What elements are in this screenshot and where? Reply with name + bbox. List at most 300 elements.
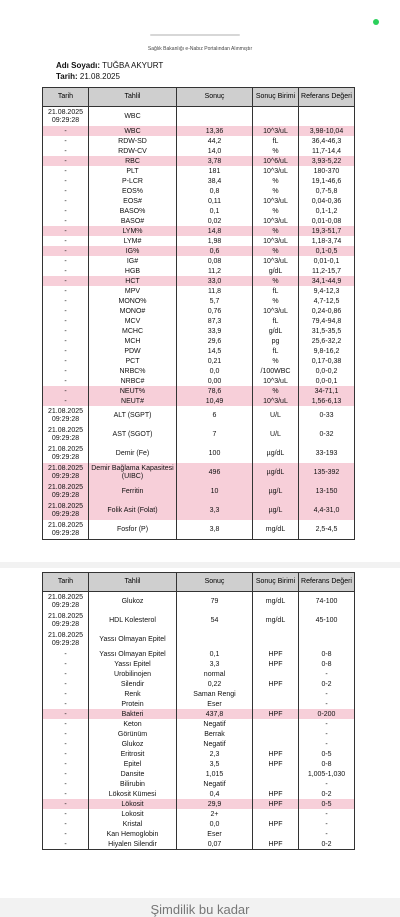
test-cell: Keton xyxy=(89,719,177,729)
result-cell xyxy=(177,107,253,127)
date-cell: - xyxy=(43,729,89,739)
table-row xyxy=(43,789,355,799)
test-cell: NRBC% xyxy=(89,366,177,376)
result-cell: 3,3 xyxy=(177,501,253,520)
unit-cell: HPF xyxy=(253,819,299,829)
unit-cell xyxy=(253,729,299,739)
date-cell: - xyxy=(43,689,89,699)
result-cell: 3,3 xyxy=(177,659,253,669)
table-row xyxy=(43,246,355,256)
result-cell: 0,0 xyxy=(177,366,253,376)
result-cell: 181 xyxy=(177,166,253,176)
test-cell: Yassı Olmayan Epitel xyxy=(89,630,177,649)
date-cell: - xyxy=(43,296,89,306)
reference-cell: 0,0-0,2 xyxy=(299,366,355,376)
reference-cell: 0-8 xyxy=(299,649,355,659)
unit-cell: HPF xyxy=(253,789,299,799)
patient-name: TUĞBA AKYURT xyxy=(102,61,164,70)
test-cell: PCT xyxy=(89,356,177,366)
reference-cell: 0-2 xyxy=(299,839,355,850)
unit-cell: µg/L xyxy=(253,482,299,501)
report-date-row xyxy=(56,72,120,82)
reference-cell: 13-150 xyxy=(299,482,355,501)
cut-off-header-line xyxy=(150,34,240,36)
table-row xyxy=(43,463,355,482)
date-cell: - xyxy=(43,769,89,779)
date-cell: - xyxy=(43,659,89,669)
table-row xyxy=(43,276,355,286)
test-cell: NEUT% xyxy=(89,386,177,396)
test-cell: Folik Asit (Folat) xyxy=(89,501,177,520)
reference-cell: 180-370 xyxy=(299,166,355,176)
table-row xyxy=(43,216,355,226)
test-cell: Kan Hemoglobin xyxy=(89,829,177,839)
test-cell: HCT xyxy=(89,276,177,286)
table-row xyxy=(43,236,355,246)
test-cell: MONO% xyxy=(89,296,177,306)
result-cell: 78,6 xyxy=(177,386,253,396)
unit-cell: HPF xyxy=(253,679,299,689)
table-row xyxy=(43,206,355,216)
table-row xyxy=(43,829,355,839)
test-cell: NRBC# xyxy=(89,376,177,386)
date-cell: - xyxy=(43,819,89,829)
date-cell: - xyxy=(43,799,89,809)
table-row xyxy=(43,316,355,326)
unit-cell: % xyxy=(253,146,299,156)
result-cell: Eser xyxy=(177,829,253,839)
reference-cell: 0,7-5,8 xyxy=(299,186,355,196)
date-cell: 21.08.2025 09:29:28 xyxy=(43,501,89,520)
result-cell: 0,00 xyxy=(177,376,253,386)
test-cell: HDL Kolesterol xyxy=(89,611,177,630)
date-label: Tarih: xyxy=(56,72,78,81)
result-cell: 14,8 xyxy=(177,226,253,236)
unit-cell xyxy=(253,669,299,679)
test-cell: RDW-SD xyxy=(89,136,177,146)
reference-cell xyxy=(299,107,355,127)
table-header-row xyxy=(43,88,355,107)
test-cell: Bilirubin xyxy=(89,779,177,789)
reference-cell: 0,1-1,2 xyxy=(299,206,355,216)
result-cell: 44,2 xyxy=(177,136,253,146)
result-cell: 14,5 xyxy=(177,346,253,356)
test-cell: Lökosit xyxy=(89,799,177,809)
unit-cell xyxy=(253,829,299,839)
reference-cell: 0-32 xyxy=(299,425,355,444)
reference-cell: - xyxy=(299,729,355,739)
table-row xyxy=(43,396,355,406)
table-row xyxy=(43,425,355,444)
result-cell: 11,2 xyxy=(177,266,253,276)
date-cell: - xyxy=(43,376,89,386)
reference-cell: - xyxy=(299,739,355,749)
test-cell: Hiyalen Silendir xyxy=(89,839,177,850)
table-row xyxy=(43,611,355,630)
test-cell: Kristal xyxy=(89,819,177,829)
unit-cell: µg/L xyxy=(253,501,299,520)
table-row xyxy=(43,649,355,659)
test-cell: EOS% xyxy=(89,186,177,196)
unit-cell: 10^3/uL xyxy=(253,166,299,176)
unit-cell: 10^3/uL xyxy=(253,126,299,136)
unit-cell: mg/dL xyxy=(253,592,299,612)
table-row xyxy=(43,719,355,729)
reference-cell: - xyxy=(299,669,355,679)
reference-cell: 19,3-51,7 xyxy=(299,226,355,236)
unit-cell: HPF xyxy=(253,659,299,669)
unit-cell: 10^3/uL xyxy=(253,256,299,266)
unit-cell: HPF xyxy=(253,839,299,850)
table-row xyxy=(43,819,355,829)
unit-cell: 10^3/uL xyxy=(253,196,299,206)
table-row xyxy=(43,839,355,850)
result-cell: 11,8 xyxy=(177,286,253,296)
date-cell: - xyxy=(43,709,89,719)
source-line: Sağlık Bakanlığı e-Nabız Portalından Alınmıştır xyxy=(147,46,253,52)
unit-cell: % xyxy=(253,176,299,186)
unit-cell: % xyxy=(253,226,299,236)
test-cell: EOS# xyxy=(89,196,177,206)
reference-cell: 4,4-31,0 xyxy=(299,501,355,520)
test-cell: Demir (Fe) xyxy=(89,444,177,463)
unit-cell xyxy=(253,689,299,699)
result-cell: 0,0 xyxy=(177,819,253,829)
reference-cell: 0,0-0,1 xyxy=(299,376,355,386)
test-cell: LYM# xyxy=(89,236,177,246)
reference-cell: 1,005-1,030 xyxy=(299,769,355,779)
date-cell: - xyxy=(43,146,89,156)
date-cell: - xyxy=(43,266,89,276)
date-cell: - xyxy=(43,206,89,216)
test-cell: MCHC xyxy=(89,326,177,336)
lab-results-table-2 xyxy=(42,572,355,850)
table-row xyxy=(43,346,355,356)
table-row xyxy=(43,166,355,176)
table-row xyxy=(43,366,355,376)
reference-cell: - xyxy=(299,809,355,819)
table-row xyxy=(43,769,355,779)
result-cell: 13,36 xyxy=(177,126,253,136)
reference-cell: 25,6-32,2 xyxy=(299,336,355,346)
test-cell: MONO# xyxy=(89,306,177,316)
reference-cell: 135-392 xyxy=(299,463,355,482)
test-cell: NEUT# xyxy=(89,396,177,406)
date-cell: - xyxy=(43,136,89,146)
result-cell: 54 xyxy=(177,611,253,630)
unit-cell xyxy=(253,779,299,789)
date-cell: - xyxy=(43,286,89,296)
table-row xyxy=(43,196,355,206)
result-cell: 29,9 xyxy=(177,799,253,809)
unit-cell xyxy=(253,739,299,749)
result-cell: 87,3 xyxy=(177,316,253,326)
reference-cell: - xyxy=(299,699,355,709)
reference-cell: 0-8 xyxy=(299,759,355,769)
test-cell: RBC xyxy=(89,156,177,166)
result-cell: Negatif xyxy=(177,719,253,729)
result-cell: 0,76 xyxy=(177,306,253,316)
result-cell: 33,9 xyxy=(177,326,253,336)
date-cell: - xyxy=(43,176,89,186)
result-cell: 5,7 xyxy=(177,296,253,306)
unit-cell: 10^3/uL xyxy=(253,376,299,386)
test-cell: Glukoz xyxy=(89,592,177,612)
column-header-result: Sonuç xyxy=(177,88,253,107)
test-cell: Fosfor (P) xyxy=(89,520,177,540)
footer-text: Şimdilik bu kadar xyxy=(150,902,250,917)
table-row xyxy=(43,482,355,501)
unit-cell: 10^3/uL xyxy=(253,236,299,246)
date-cell: - xyxy=(43,739,89,749)
result-cell: 0,8 xyxy=(177,186,253,196)
unit-cell: % xyxy=(253,296,299,306)
date-cell: - xyxy=(43,336,89,346)
unit-cell: % xyxy=(253,386,299,396)
table-row xyxy=(43,689,355,699)
unit-cell: µg/dL xyxy=(253,463,299,482)
test-cell: AST (SGOT) xyxy=(89,425,177,444)
date-cell: - xyxy=(43,196,89,206)
column-header-reference: Referans Değeri xyxy=(299,88,355,107)
unit-cell xyxy=(253,630,299,649)
result-cell: 38,4 xyxy=(177,176,253,186)
test-cell: Eritrosit xyxy=(89,749,177,759)
result-cell: 0,4 xyxy=(177,789,253,799)
unit-cell: mg/dL xyxy=(253,611,299,630)
reference-cell: 74-100 xyxy=(299,592,355,612)
test-cell: PDW xyxy=(89,346,177,356)
reference-cell: 1,56-6,13 xyxy=(299,396,355,406)
reference-cell: - xyxy=(299,689,355,699)
date-cell: - xyxy=(43,126,89,136)
result-cell: 0,1 xyxy=(177,649,253,659)
date-cell: 21.08.2025 09:29:28 xyxy=(43,406,89,425)
date-cell: - xyxy=(43,356,89,366)
date-cell: - xyxy=(43,649,89,659)
table-row xyxy=(43,659,355,669)
test-cell: P-LCR xyxy=(89,176,177,186)
unit-cell: U/L xyxy=(253,406,299,425)
reference-cell: 79,4-94,8 xyxy=(299,316,355,326)
reference-cell: 0-200 xyxy=(299,709,355,719)
test-cell: Dansite xyxy=(89,769,177,779)
unit-cell: HPF xyxy=(253,799,299,809)
result-cell: Berrak xyxy=(177,729,253,739)
unit-cell: % xyxy=(253,186,299,196)
date-cell: - xyxy=(43,749,89,759)
table-row xyxy=(43,136,355,146)
name-label: Adı Soyadı: xyxy=(56,61,101,70)
date-cell: 21.08.2025 09:29:28 xyxy=(43,592,89,612)
result-cell: 0,21 xyxy=(177,356,253,366)
test-cell: Protein xyxy=(89,699,177,709)
result-cell: 10 xyxy=(177,482,253,501)
test-cell: RDW-CV xyxy=(89,146,177,156)
date-cell: - xyxy=(43,366,89,376)
reference-cell: 0,17-0,38 xyxy=(299,356,355,366)
test-cell: Renk xyxy=(89,689,177,699)
date-cell: - xyxy=(43,396,89,406)
date-cell: - xyxy=(43,216,89,226)
reference-cell: 33-193 xyxy=(299,444,355,463)
result-cell: normal xyxy=(177,669,253,679)
reference-cell: 19,1-46,6 xyxy=(299,176,355,186)
unit-cell: fL xyxy=(253,346,299,356)
reference-cell: 0-2 xyxy=(299,789,355,799)
table-row xyxy=(43,146,355,156)
unit-cell xyxy=(253,809,299,819)
test-cell: MCH xyxy=(89,336,177,346)
table-row xyxy=(43,592,355,612)
date-cell: 21.08.2025 09:29:28 xyxy=(43,425,89,444)
date-cell: 21.08.2025 09:29:28 xyxy=(43,630,89,649)
table-row xyxy=(43,256,355,266)
test-cell: Yassı Epitel xyxy=(89,659,177,669)
date-cell: - xyxy=(43,699,89,709)
lab-results-table-1 xyxy=(42,87,355,540)
table-row xyxy=(43,729,355,739)
result-cell: Saman Rengi xyxy=(177,689,253,699)
reference-cell: 34-71,1 xyxy=(299,386,355,396)
table-row xyxy=(43,356,355,366)
test-cell: Epitel xyxy=(89,759,177,769)
table-row xyxy=(43,759,355,769)
table-row xyxy=(43,126,355,136)
reference-cell xyxy=(299,630,355,649)
reference-cell: 11,7-14,4 xyxy=(299,146,355,156)
result-cell xyxy=(177,630,253,649)
date-cell: - xyxy=(43,789,89,799)
result-cell: Negatif xyxy=(177,739,253,749)
test-cell: BASO# xyxy=(89,216,177,226)
result-cell: 3,8 xyxy=(177,520,253,540)
unit-cell xyxy=(253,107,299,127)
reference-cell: 0-33 xyxy=(299,406,355,425)
date-cell: - xyxy=(43,386,89,396)
table-row xyxy=(43,266,355,276)
table-row xyxy=(43,799,355,809)
reference-cell: 4,7-12,5 xyxy=(299,296,355,306)
reference-cell: - xyxy=(299,779,355,789)
table-row xyxy=(43,326,355,336)
column-header-unit: Sonuç Birimi xyxy=(253,573,299,592)
test-cell: WBC xyxy=(89,107,177,127)
unit-cell: 10^3/uL xyxy=(253,306,299,316)
result-cell: Eser xyxy=(177,699,253,709)
table-row xyxy=(43,679,355,689)
reference-cell: 11,2-15,7 xyxy=(299,266,355,276)
test-cell: Yassı Olmayan Epitel xyxy=(89,649,177,659)
reference-cell: 31,5-35,5 xyxy=(299,326,355,336)
result-cell: 0,1 xyxy=(177,206,253,216)
unit-cell xyxy=(253,769,299,779)
result-cell: 0,22 xyxy=(177,679,253,689)
reference-cell: - xyxy=(299,829,355,839)
column-header-test: Tahlil xyxy=(89,573,177,592)
reference-cell: 0,01-0,08 xyxy=(299,216,355,226)
result-cell: 0,11 xyxy=(177,196,253,206)
column-header-result: Sonuç xyxy=(177,573,253,592)
date-cell: - xyxy=(43,719,89,729)
table-row xyxy=(43,699,355,709)
test-cell: MCV xyxy=(89,316,177,326)
reference-cell: 0,1-0,5 xyxy=(299,246,355,256)
result-cell: 1,98 xyxy=(177,236,253,246)
result-cell: 10,49 xyxy=(177,396,253,406)
column-header-reference: Referans Değeri xyxy=(299,573,355,592)
date-cell: - xyxy=(43,326,89,336)
date-cell: 21.08.2025 09:29:28 xyxy=(43,520,89,540)
unit-cell: fL xyxy=(253,316,299,326)
date-cell: - xyxy=(43,809,89,819)
table-row xyxy=(43,779,355,789)
column-header-date: Tarih xyxy=(43,573,89,592)
date-cell: - xyxy=(43,236,89,246)
result-cell: 100 xyxy=(177,444,253,463)
unit-cell xyxy=(253,719,299,729)
date-cell: - xyxy=(43,669,89,679)
table-row xyxy=(43,306,355,316)
date-cell: - xyxy=(43,226,89,236)
unit-cell: % xyxy=(253,276,299,286)
table-row xyxy=(43,669,355,679)
unit-cell: U/L xyxy=(253,425,299,444)
reference-cell: 36,4-46,3 xyxy=(299,136,355,146)
unit-cell: fL xyxy=(253,136,299,146)
unit-cell: % xyxy=(253,206,299,216)
result-cell: 0,02 xyxy=(177,216,253,226)
unit-cell: pg xyxy=(253,336,299,346)
result-cell: 2+ xyxy=(177,809,253,819)
date-cell: - xyxy=(43,166,89,176)
unit-cell: /100WBC xyxy=(253,366,299,376)
test-cell: IG% xyxy=(89,246,177,256)
reference-cell: 2,5-4,5 xyxy=(299,520,355,540)
table-row xyxy=(43,739,355,749)
test-cell: Ferritin xyxy=(89,482,177,501)
unit-cell: 10^3/uL xyxy=(253,396,299,406)
column-header-test: Tahlil xyxy=(89,88,177,107)
table-row xyxy=(43,156,355,166)
unit-cell: µg/dL xyxy=(253,444,299,463)
test-cell: Demir Bağlama Kapasitesi (UIBC) xyxy=(89,463,177,482)
reference-cell: 0-5 xyxy=(299,799,355,809)
unit-cell: 10^6/uL xyxy=(253,156,299,166)
report-page-2 xyxy=(0,568,400,898)
reference-cell: 3,93-5,22 xyxy=(299,156,355,166)
patient-name-row xyxy=(56,61,163,71)
date-cell: - xyxy=(43,759,89,769)
table-row xyxy=(43,630,355,649)
unit-cell: HPF xyxy=(253,749,299,759)
result-cell: 1,015 xyxy=(177,769,253,779)
reference-cell: - xyxy=(299,719,355,729)
unit-cell: mg/dL xyxy=(253,520,299,540)
result-cell: 14,0 xyxy=(177,146,253,156)
test-cell: LYM% xyxy=(89,226,177,236)
reference-cell: 0-2 xyxy=(299,679,355,689)
test-cell: Urobilinojen xyxy=(89,669,177,679)
table-row xyxy=(43,296,355,306)
result-cell: 79 xyxy=(177,592,253,612)
result-cell: 0,08 xyxy=(177,256,253,266)
date-cell: - xyxy=(43,679,89,689)
result-cell: 2,3 xyxy=(177,749,253,759)
reference-cell: 34,1-44,9 xyxy=(299,276,355,286)
test-cell: Bakteri xyxy=(89,709,177,719)
table-row xyxy=(43,386,355,396)
